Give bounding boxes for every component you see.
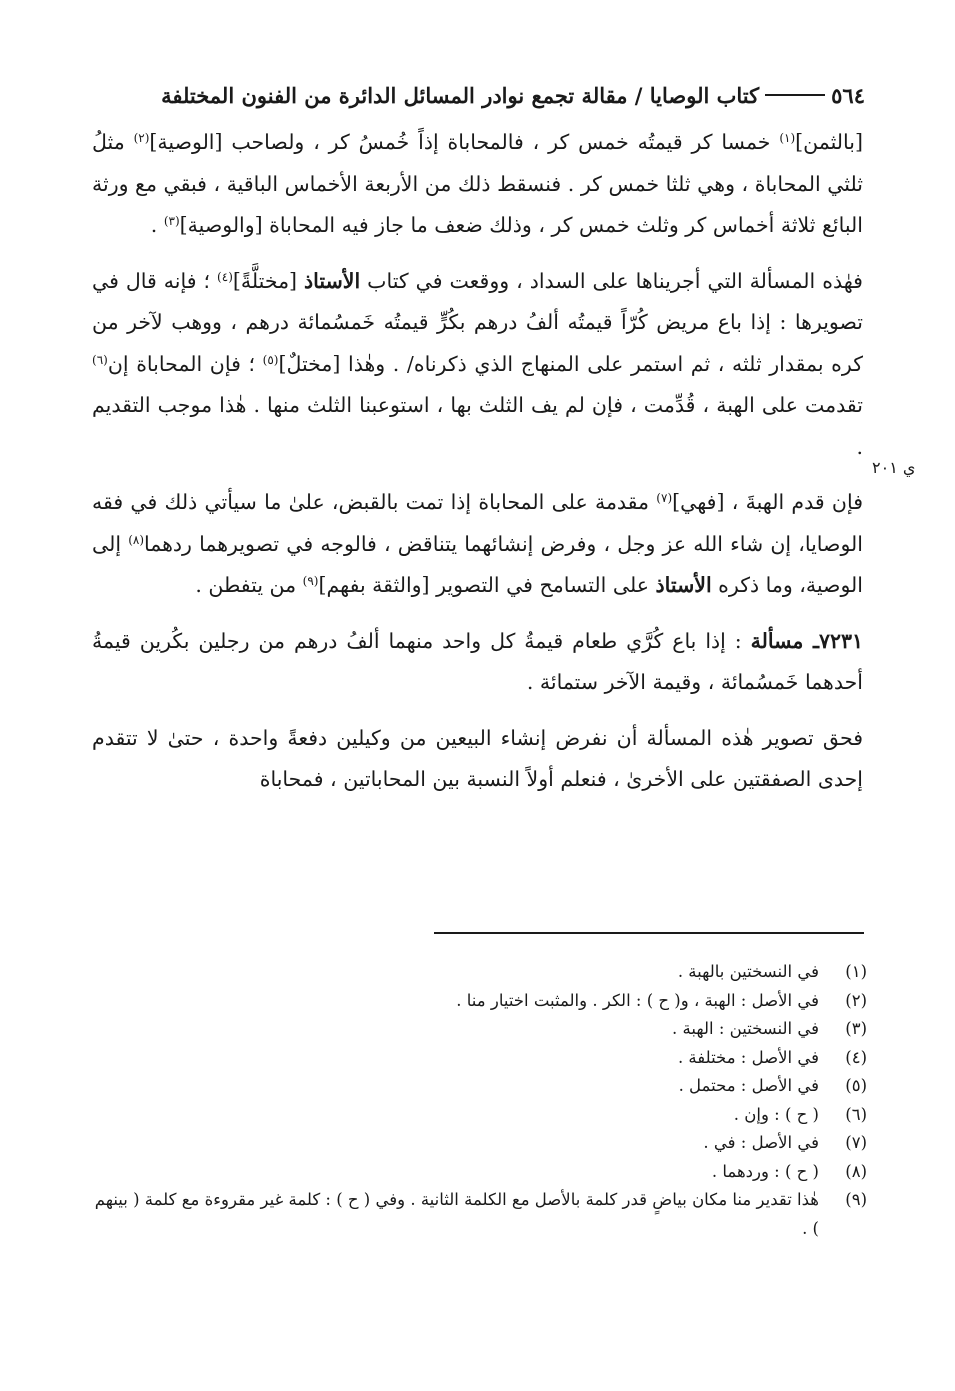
footnotes [92,958,867,1243]
footnote-marker: (١) [779,131,796,145]
footnote-marker: (٧) [656,491,673,505]
paragraph [92,122,863,247]
footnote-number: (٨) [845,1161,867,1181]
footnote-number: (٥) [845,1076,867,1095]
text-segment: . [150,213,164,237]
footnote-text: في الأصل : مختلفة . [677,1047,819,1067]
footnote [92,1015,867,1044]
text-segment: [مختلَّةً] [232,268,305,293]
footnote-text: في الأصل : في . [703,1133,819,1152]
text-segment: تقدمت على الهبة ، قُدِّمت ، فإن لم يف الثلث بها ، استوعبنا الثلث منها . هٰذا موجب التقديم . [92,393,863,459]
footnote-marker: (٨) [128,532,145,547]
footnote-number: (٣) [845,1019,867,1038]
footnote [92,1101,867,1130]
text-segment: [بالثمن] [795,130,863,154]
footnote [92,987,867,1016]
footnote [92,1072,867,1101]
text-segment: فإن قدم الهبةَ ، [فهي] [672,490,863,514]
text-segment: مثلُ ثلثي المحاباة ، وهي ثلثا خمس كر . فنسقط ذلك من الأربعة الأخماس الباقية ، فبقي مع ورثة البائع ثلاثة أخماس كر وثلث خمس كر ، وذلك ضعف ما جاز فيه المحاباة [والوصية] [92,130,863,237]
footnote-separator [434,932,864,934]
footnote-number: (١) [845,962,867,981]
text-segment: فحق تصوير هٰذه المسألة أن نفرض إنشاء البيعين من وكيلين دفعةً واحدة ، حتىٰ لا تتقدم إحدى الصفقتين على الأخرىٰ ، فنعلم أولاً النسبة بين المحاباتين ، فمحاباة [92,725,863,791]
footnote-text: في الأصل : محتمل . [678,1076,819,1095]
text-segment: خمسا كر قيمتُه خمس كر ، فالمحاباة إذاً خُمسُ كر ، ولصاحب [الوصية] [149,130,780,154]
footnote [92,1129,867,1158]
footnote-text: في الأصل : الهبة ، و( ح ) : الكر . والمثبت اختيار منا . [456,990,819,1010]
footnote-marker: (٤) [217,269,233,284]
bold-text: الأستاذ [655,573,712,597]
header-rule [765,94,825,96]
text-segment: فهٰذه المسألة التي أجريناها على السداد ، ووقعت في كتاب [360,268,863,293]
footnote-number: (٧) [845,1133,867,1152]
footnote [92,1044,867,1073]
footnote-text: ( ح ) : وإن . [733,1104,819,1124]
footnote-text: في النسختين : الهبة . [672,1019,819,1038]
paragraph [92,621,863,704]
text-segment: ؛ فإن المحاباة إن [107,351,263,376]
text-segment: مقدمة على المحاباة إذا تمت بالقبض، علىٰ ما سيأتي ذلك في فقه الوصايا، إن شاء الله عز وجل ، وفرض إنشائهما يتناقض ، فالوجه في تصويرهما ردهما [92,490,863,556]
running-header [90,78,865,112]
running-title: كتاب الوصايا / مقالة تجمع نوادر المسائل الدائرة من الفنون المختلفة [161,82,760,108]
footnote-marker: (٣) [163,214,180,228]
footnote-marker: (٩) [302,574,319,588]
footnote-number: (٦) [845,1104,867,1124]
bold-text: ٧٢٣١ـ مسألة [750,628,864,653]
footnote [92,1186,867,1243]
footnote-marker: (٦) [92,352,108,367]
paragraph [92,718,863,801]
footnote-number: (٤) [845,1047,867,1067]
paragraph [92,261,863,469]
footnote [92,958,867,987]
page-number: ٥٦٤ [831,82,865,108]
text-segment: إلى الوصية، وما ذكره [92,531,863,597]
text-segment: ؛ فإنه قال في تصويرها : إذا باع مريض كُرّاً قيمتُه ألفُ درهم بكُرٍّ قيمتُه خَمسُمائة درهم ، ووهب لآخر من كره بمقدار ثلثه ، ثم استمر على المنهاج الذي ذكرناه/ . وهٰذا [مختلٌ] [92,268,863,376]
text-segment: : إذا باع كُرَّي طعام قيمةُ كل واحد منهما ألفُ درهم من رجلين بكُرين قيمةُ أحدهما خَمسُمائة ، وقيمة الآخر ستمائة . [92,628,863,694]
margin-reference: ي ٢٠١ [872,458,916,477]
main-text [92,122,863,815]
paragraph [92,482,863,607]
footnote-marker: (٥) [262,352,279,367]
footnote-text: ( ح ) : وردهما . [711,1161,819,1181]
footnote-number: (٩) [845,1190,867,1209]
footnote-marker: (٢) [133,131,150,145]
footnote-number: (٢) [845,990,867,1010]
text-segment: من يتفطن . [195,573,303,597]
text-segment: على التسامح في التصوير [والثقة بفهم] [318,573,656,597]
footnote [92,1158,867,1187]
footnote-text: في النسختين بالهبة . [677,962,819,981]
bold-text: الأستاذ [304,268,361,293]
footnote-text: هٰذا تقدير منا مكان بياضٍ قدر كلمة بالأصل مع الكلمة الثانية . وفي ( ح ) : كلمة غير مقروءة مع كلمة ( بينهم ) . [94,1190,819,1238]
